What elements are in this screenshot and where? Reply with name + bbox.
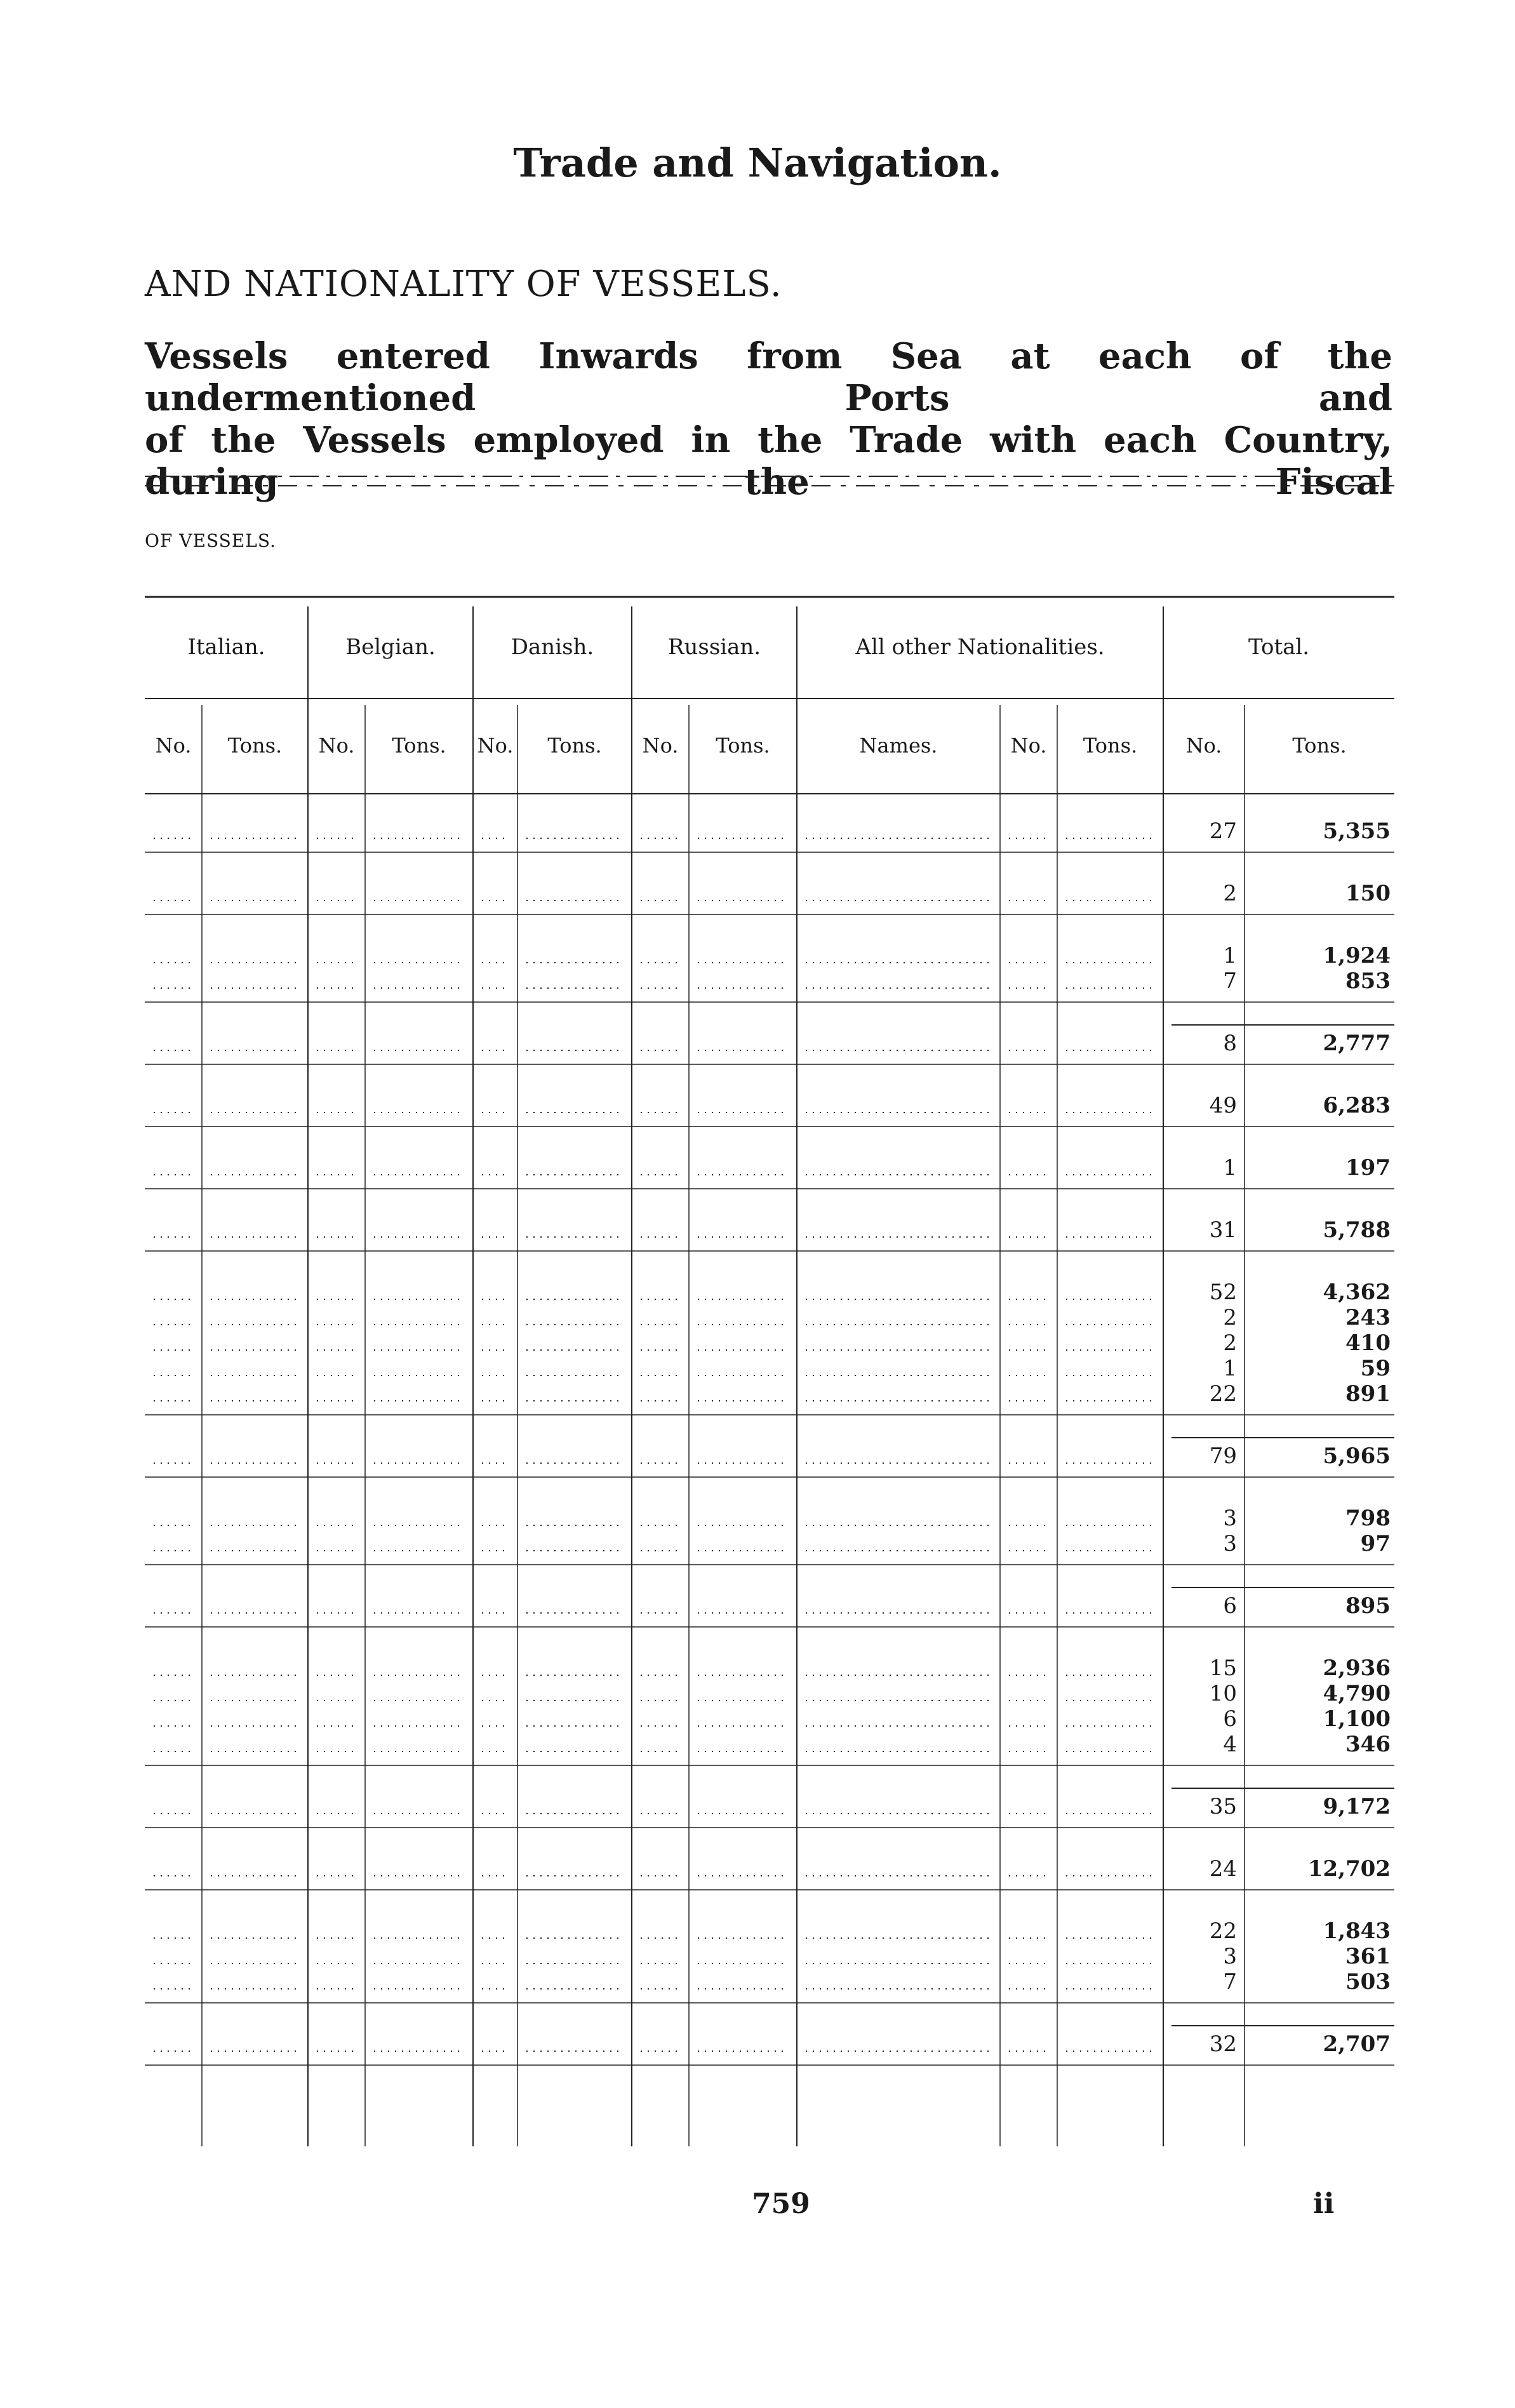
intro-line: Vessels entered Inwards from Sea at each of the undermentioned Ports and [145, 335, 1392, 419]
total-no: 52 [1209, 1280, 1237, 1305]
total-no: 22 [1209, 1918, 1237, 1944]
total-tons: 853 [1345, 968, 1391, 994]
total-tons: 243 [1345, 1305, 1391, 1330]
subheader: No. [318, 733, 355, 758]
total-tons: 97 [1360, 1531, 1391, 1556]
total-no: 31 [1209, 1217, 1237, 1243]
subheader: No. [477, 733, 514, 758]
total-no: 7 [1223, 968, 1237, 994]
subheader: Tons. [1083, 733, 1138, 758]
group-header: Italian. [187, 634, 265, 660]
subheader: Names. [859, 733, 938, 758]
total-no: 27 [1209, 819, 1237, 844]
subheader: Tons. [227, 733, 283, 758]
group-header: Danish. [511, 634, 594, 660]
total-no: 35 [1209, 1794, 1237, 1819]
group-header: All other Nationalities. [855, 634, 1105, 660]
total-tons: 361 [1345, 1944, 1391, 1969]
total-tons: 891 [1345, 1381, 1391, 1407]
total-no: 8 [1223, 1031, 1237, 1056]
total-tons: 895 [1345, 1593, 1391, 1619]
total-no: 24 [1209, 1856, 1237, 1882]
total-no: 6 [1223, 1706, 1237, 1732]
total-tons: 4,790 [1323, 1681, 1391, 1706]
total-tons: 9,172 [1323, 1794, 1391, 1819]
intro-line: of the Vessels employed in the Trade with each Country, during the Fiscal [145, 419, 1392, 503]
total-tons: 1,843 [1323, 1918, 1391, 1944]
total-no: 1 [1223, 1155, 1237, 1181]
total-no: 15 [1209, 1656, 1237, 1681]
total-no: 2 [1223, 881, 1237, 906]
total-no: 3 [1223, 1944, 1237, 1969]
total-no: 10 [1209, 1681, 1237, 1706]
total-tons: 5,788 [1323, 1217, 1391, 1243]
total-no: 6 [1223, 1593, 1237, 1619]
total-no: 49 [1209, 1093, 1237, 1118]
total-tons: 798 [1345, 1506, 1391, 1531]
total-no: 3 [1223, 1531, 1237, 1556]
total-tons: 2,936 [1323, 1656, 1391, 1681]
total-no: 2 [1223, 1305, 1237, 1330]
section-heading: AND NATIONALITY OF VESSELS. [145, 264, 782, 305]
total-tons: 2,777 [1323, 1031, 1391, 1056]
total-tons: 410 [1345, 1330, 1391, 1356]
total-tons: 59 [1360, 1356, 1391, 1381]
total-no: 1 [1223, 1356, 1237, 1381]
total-tons: 150 [1345, 881, 1391, 906]
page-title: Trade and Navigation. [513, 140, 1002, 186]
subheader: Tons. [1292, 733, 1347, 758]
total-no: 7 [1223, 1969, 1237, 1995]
total-tons: 5,965 [1323, 1443, 1391, 1469]
subheader: Tons. [547, 733, 602, 758]
table-sub-label: OF VESSELS. [145, 530, 276, 551]
total-no: 2 [1223, 1330, 1237, 1356]
total-tons: 2,707 [1323, 2031, 1391, 2057]
total-no: 32 [1209, 2031, 1237, 2057]
group-header: Russian. [667, 634, 761, 660]
total-no: 22 [1209, 1381, 1237, 1407]
subheader: No. [642, 733, 679, 758]
total-tons: 6,283 [1323, 1093, 1391, 1118]
signature-mark: ii [1313, 2188, 1335, 2220]
total-tons: 1,100 [1323, 1706, 1391, 1732]
total-tons: 1,924 [1323, 943, 1391, 968]
total-tons: 12,702 [1307, 1856, 1391, 1882]
total-no: 1 [1223, 943, 1237, 968]
group-header: Belgian. [345, 634, 436, 660]
subheader: No. [155, 733, 192, 758]
subheader: No. [1010, 733, 1047, 758]
total-no: 3 [1223, 1506, 1237, 1531]
page-number: 759 [752, 2188, 810, 2220]
total-tons: 5,355 [1323, 819, 1391, 844]
total-no: 4 [1223, 1732, 1237, 1757]
total-tons: 503 [1345, 1969, 1391, 1995]
total-no: 79 [1209, 1443, 1237, 1469]
total-tons: 197 [1345, 1155, 1391, 1181]
total-tons: 346 [1345, 1732, 1391, 1757]
subheader: No. [1185, 733, 1222, 758]
subheader: Tons. [716, 733, 770, 758]
group-header: Total. [1248, 634, 1310, 660]
total-tons: 4,362 [1323, 1280, 1391, 1305]
subheader: Tons. [392, 733, 446, 758]
